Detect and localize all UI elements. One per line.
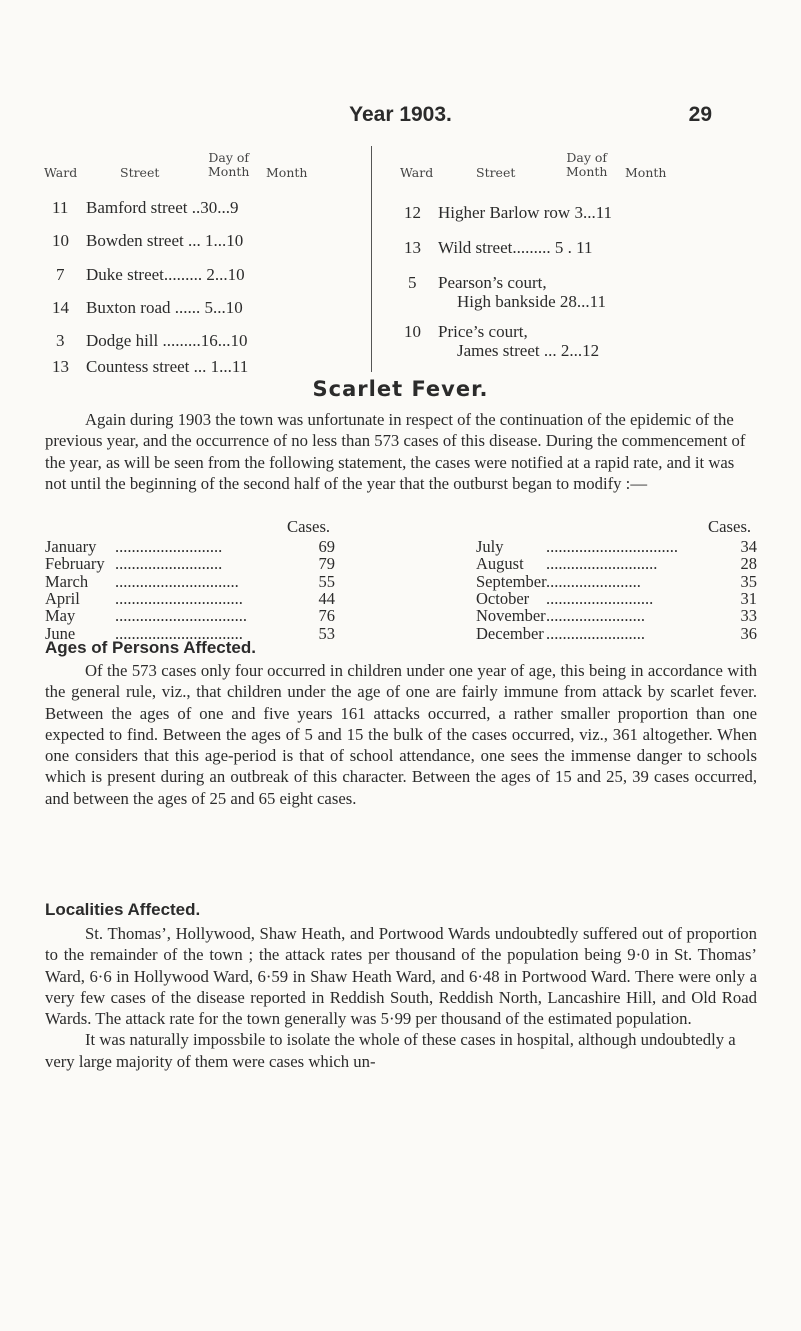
month-label: June [45, 623, 76, 643]
page-header-title: Year 1903. [349, 103, 452, 126]
month-label: October [476, 588, 530, 608]
cases-value: 55 [318, 571, 335, 591]
col-header-month-right: Month [625, 165, 667, 180]
leader-dots: ................................ [115, 606, 247, 626]
ward-row-continuation: High bankside 28...11 [457, 292, 607, 311]
cases-column-label-left: Cases. [287, 517, 331, 536]
month-label: July [476, 537, 504, 556]
leader-dots: ............................... [115, 623, 243, 643]
month-label: April [45, 588, 80, 608]
leader-dots: .............................. [115, 571, 239, 591]
ward-row: 10 Price’s court, [404, 322, 528, 341]
col-header-day-left: Day of Month [208, 150, 250, 179]
leader-dots: ........................ [546, 606, 645, 626]
cases-value: 69 [318, 537, 335, 556]
col-header-month-left: Month [266, 165, 308, 180]
cases-value: 36 [740, 623, 757, 643]
leader-dots: .......................... [546, 588, 654, 608]
cases-value: 79 [318, 554, 335, 574]
leader-dots: ................................ [546, 537, 678, 556]
localities-paragraph: St. Thomas’, Hollywood, Shaw Heath, and Portwood Wards undoubtedly suffered out of proportion to the remainder of the town ; the attack rates per thousand of the population being 9·0 in St. Thomas’ Ward, 6·6 in Hollywood Ward, 6·59 in Shaw Heath Ward, and 6·48 in Portwood Ward. There were only a very few cases of the disease reported in Reddish South, Reddish North, Lancashire Hill, and Old Road Wards. The attack rate for the town generally was 5·99 per thousand of the estimated population. It was naturally impossbile to isolate the whole of these cases in hospital, although undoubtedly a very large majority of them were cases which un- [45, 924, 757, 1071]
month-label: December [476, 623, 544, 643]
ward-row: 13 Countess street ... 1...11 [52, 357, 249, 376]
ward-row: 5 Pearson’s court, [408, 273, 547, 292]
cases-value: 33 [740, 606, 757, 626]
cases-value: 35 [740, 571, 757, 591]
col-header-day-right: Day of Month [566, 150, 608, 179]
cases-value: 28 [740, 554, 757, 574]
intro-paragraph: Again during 1903 the town was unfortunate in respect of the continuation of the epidemic of the previous year, and the occurrence of no less than 573 cases of this disease. During the commencement of the year, as will be seen from the following statement, the cases were notified at a rapid rate, and it was not until the beginning of the second half of the year that the outburst began to modify :— [45, 410, 746, 493]
cases-value: 31 [740, 588, 757, 608]
col-header-ward-left: Ward [44, 165, 78, 180]
month-label: February [45, 554, 105, 574]
col-header-street-right: Street [476, 165, 516, 180]
section-title: Scarlet Fever. [312, 377, 489, 401]
table-divider [371, 146, 372, 372]
month-label: March [45, 571, 89, 591]
leader-dots: .......................... [115, 537, 223, 556]
ward-row: 14 Buxton road ...... 5...10 [52, 298, 243, 317]
ward-row: 11 Bamford street ..30...9 [52, 198, 239, 217]
cases-value: 44 [318, 588, 335, 608]
leader-dots: ........................... [546, 554, 658, 574]
month-label: May [45, 606, 76, 626]
leader-dots: ............................... [115, 588, 243, 608]
ward-row: 12 Higher Barlow row 3...11 [404, 203, 613, 222]
ages-paragraph: Of the 573 cases only four occurred in children under one year of age, this being in accordance with the general rule, viz., that children under the age of one are fairly immune from attack by scarlet fever. Between the ages of one and five years 161 attacks occurred, a rather smaller proportion than one expected to find. Between the ages of 5 and 15 the bulk of the cases occurred, viz., 361 altogether. When one considers that this age-period is that of school attendance, one sees the immense danger to schools which is present during an outbreak of this character. Between the ages of 15 and 25, 39 cases occurred, and between the ages of 25 and 65 eight cases. [45, 661, 757, 808]
cases-value: 34 [740, 537, 757, 556]
month-label: November [476, 606, 546, 626]
ward-row: 13 Wild street......... 5 . 11 [404, 238, 593, 257]
month-label: January [45, 537, 97, 556]
cases-column-label-right: Cases. [708, 517, 752, 536]
cases-value: 76 [318, 606, 335, 626]
col-header-street-left: Street [120, 165, 160, 180]
col-header-ward-right: Ward [400, 165, 434, 180]
leader-dots: .......................... [115, 554, 223, 574]
ages-heading: Ages of Persons Affected. [45, 638, 256, 657]
month-label: August [476, 554, 524, 574]
page-number: 29 [688, 103, 712, 126]
month-label: September [476, 571, 547, 591]
localities-heading: Localities Affected. [45, 900, 201, 919]
ward-row: 3 Dodge hill .........16...10 [56, 331, 248, 350]
ward-row: 7 Duke street......... 2...10 [56, 265, 245, 284]
ward-row-continuation: James street ... 2...12 [457, 341, 600, 360]
ward-row: 10 Bowden street ... 1...10 [52, 231, 244, 250]
leader-dots: ....................... [546, 571, 641, 591]
leader-dots: ........................ [546, 623, 645, 643]
cases-value: 53 [318, 623, 335, 643]
